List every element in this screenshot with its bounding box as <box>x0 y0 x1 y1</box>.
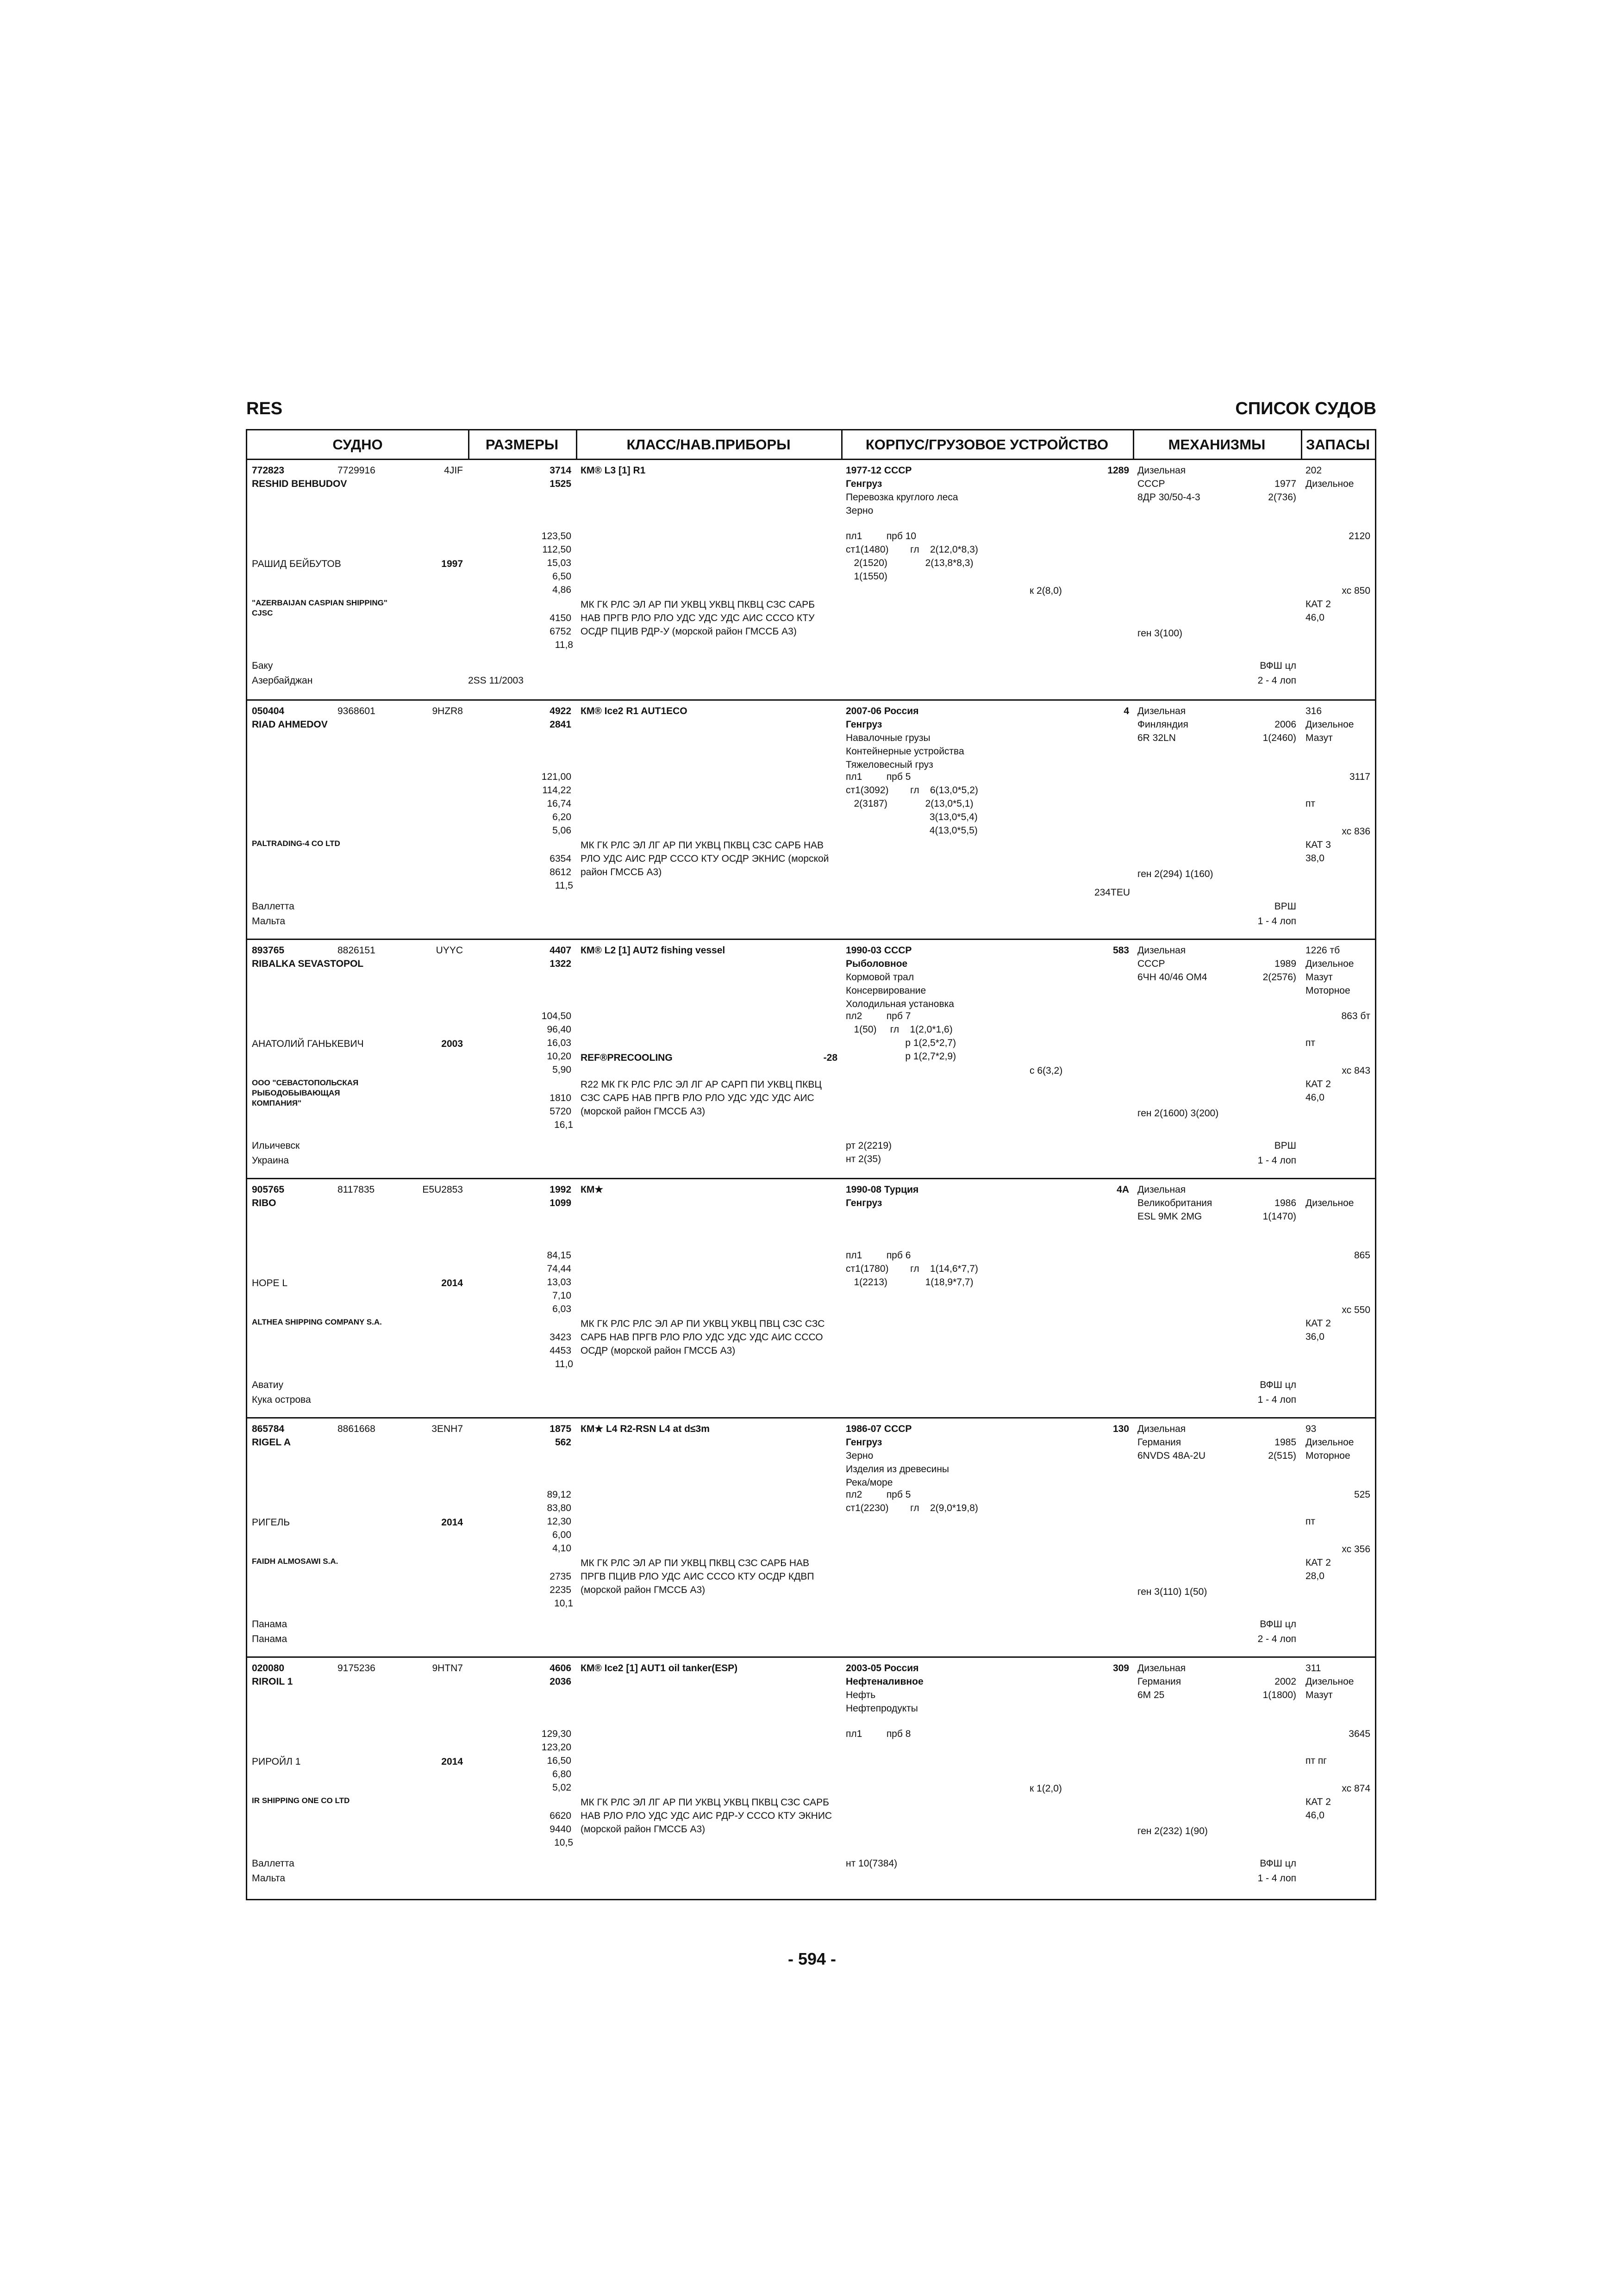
engine-year: 1977 <box>1274 479 1296 489</box>
weight-value: 4453 <box>550 1345 571 1356</box>
cargo-item: Холодильная установка <box>846 999 954 1009</box>
vessel-record <box>247 939 1375 1178</box>
header-right: СПИСОК СУДОВ <box>1235 399 1376 418</box>
nav-equipment: МК ГК РЛС ЭЛ ЛГ АР ПИ УКВЦ УКВЦ ПКВЦ СЗС САРБ НАВ РЛО РЛО УДС УДС АИС РДР-У СССО КТУ ЭКНИС (морской район ГМССБ А3) <box>581 1797 832 1835</box>
dimension-value: 5,90 <box>552 1064 571 1075</box>
dimension-value: 84,15 <box>547 1250 571 1261</box>
engine-year: 1989 <box>1274 958 1296 969</box>
engine-info: Германия <box>1137 1676 1181 1687</box>
dimension-value: 13,03 <box>547 1277 571 1288</box>
cargo-item: Кормовой трал <box>846 972 914 983</box>
vessel-flag: Азербайджан <box>252 675 313 686</box>
cranes: к 1(2,0) <box>1030 1783 1062 1794</box>
engine-info: СССР <box>1137 479 1165 489</box>
engine-info: Великобритания <box>1137 1198 1212 1208</box>
nav-equipment: МК ГК РЛС РЛС ЭЛ АР ПИ УКВЦ УКВЦ ПВЦ СЗС СЗС САРБ НАВ ПРГВ РЛО РЛО УДС УДС УДС АИС СССО ОСДР (морской район ГМССБ А3) <box>581 1319 825 1356</box>
stores-low: 46,0 <box>1305 1092 1324 1103</box>
dimension-value: 129,30 <box>541 1729 571 1739</box>
vessel-type: Генгруз <box>846 1198 882 1208</box>
stores-low: КАТ 3 <box>1305 840 1331 850</box>
hatch-line: 1(1550) <box>846 571 887 582</box>
engine-year: 1985 <box>1274 1437 1296 1448</box>
engine-info: ESL 9MK 2MG <box>1137 1211 1202 1222</box>
dimension-value: 10,20 <box>547 1051 571 1062</box>
cargo-item: Нефть <box>846 1690 876 1700</box>
stores-item: Дизельное <box>1305 958 1354 969</box>
vessel-reg-id: 772823 <box>252 465 285 476</box>
stores-low: КАТ 2 <box>1305 1318 1331 1329</box>
header-left: RES <box>246 399 283 418</box>
class-extra: REF®PRECOOLING <box>581 1052 673 1063</box>
vessel-port: Панама <box>252 1619 287 1630</box>
vessel-record <box>247 460 1375 699</box>
vessel-former-name: РИГЕЛЬ <box>252 1517 290 1528</box>
stores-low: КАТ 2 <box>1305 1079 1331 1089</box>
stores-mid: 525 <box>1354 1489 1370 1500</box>
engine-info: Дизельная <box>1137 706 1186 716</box>
vessel-flag: Украина <box>252 1155 289 1166</box>
vessel-imo: 7729916 <box>337 465 375 476</box>
hatch-line: 2(3187) 2(13,0*5,1) <box>846 798 974 809</box>
net-tonnage: 2841 <box>550 719 571 730</box>
dimension-value: 16,74 <box>547 798 571 809</box>
vessel-callsign: 9HTN7 <box>432 1663 463 1674</box>
dimension-value: 4,86 <box>552 585 571 595</box>
engine-info: 8ДР 30/50-4-3 <box>1137 492 1200 503</box>
vessel-callsign: 3ENH7 <box>431 1424 463 1434</box>
weight-value: 6354 <box>550 853 571 864</box>
engine-power: 2(515) <box>1268 1450 1296 1461</box>
vessel-record <box>247 1178 1375 1417</box>
dimension-value: 6,20 <box>552 812 571 822</box>
hull-number: 130 <box>1112 1424 1129 1434</box>
class-notation: КМ★ <box>581 1184 604 1195</box>
dimension-value: 89,12 <box>547 1489 571 1500</box>
vessel-former-name: РИРОЙЛ 1 <box>252 1756 301 1767</box>
nav-equipment: МК ГК РЛС ЭЛ АР ПИ УКВЦ УКВЦ ПКВЦ СЗС САРБ НАВ ПРГВ РЛО РЛО УДС УДС УДС АИС СССО КТУ ОСДР ПЦИВ РДР-У (морской район ГМССБ А3) <box>581 599 815 637</box>
vessel-survey: 2SS 11/2003 <box>468 675 524 686</box>
hatch-line: р 1(2,7*2,9) <box>846 1051 956 1062</box>
engine-info: 6NVDS 48A-2U <box>1137 1450 1206 1461</box>
hatch-line: 1(50) гл 1(2,0*1,6) <box>846 1024 953 1035</box>
hatch-line: р 1(2,5*2,7) <box>846 1038 956 1048</box>
stores-low: 46,0 <box>1305 1810 1324 1821</box>
stores-low: КАТ 2 <box>1305 599 1331 610</box>
hatch-line: ст1(1780) гл 1(14,6*7,7) <box>846 1263 978 1274</box>
vessel-flag: Мальта <box>252 1873 286 1884</box>
dimension-value: 16,50 <box>547 1755 571 1766</box>
engine-info: Германия <box>1137 1437 1181 1448</box>
gross-tonnage: 1992 <box>550 1184 571 1195</box>
vessel-port: Ильичевск <box>252 1140 300 1151</box>
vessel-callsign: UYYC <box>436 945 463 956</box>
vessel-name: RIROIL 1 <box>252 1676 293 1687</box>
build-info: 1977-12 СССР <box>846 465 912 476</box>
weight-value: 3423 <box>550 1332 571 1343</box>
engine-info: 6ЧН 40/46 ОМ4 <box>1137 972 1207 983</box>
propeller-blades: 2 - 4 лоп <box>1257 1634 1296 1644</box>
speed-value: 10,5 <box>554 1837 573 1848</box>
col-vessel: СУДНО <box>247 430 468 460</box>
vessel-owner: "AZERBAIJAN CASPIAN SHIPPING" CJSC <box>252 598 387 617</box>
propeller-blades: 1 - 4 лоп <box>1257 1155 1296 1166</box>
net-tonnage: 1525 <box>550 479 571 489</box>
col-stores: ЗАПАСЫ <box>1301 430 1375 460</box>
weight-value: 8612 <box>550 867 571 877</box>
hull-number: 4 <box>1124 706 1129 716</box>
vessel-former-name: АНАТОЛИЙ ГАНЬКЕВИЧ <box>252 1039 364 1049</box>
hull-extra: нт 10(7384) <box>846 1858 898 1869</box>
teu-capacity: 234TEU <box>1094 887 1130 898</box>
engine-info: 6R 32LN <box>1137 733 1176 743</box>
net-tonnage: 2036 <box>550 1676 571 1687</box>
hatch-line: 2(1520) 2(13,8*8,3) <box>846 558 974 568</box>
dimension-value: 6,80 <box>552 1769 571 1780</box>
speed-value: 11,8 <box>555 640 573 650</box>
generators: ген 2(1600) 3(200) <box>1137 1108 1219 1119</box>
generators: ген 3(110) 1(50) <box>1137 1587 1207 1597</box>
propeller: ВФШ цл <box>1260 1858 1296 1869</box>
engine-power: 2(736) <box>1268 492 1296 503</box>
engine-info: Дизельная <box>1137 1184 1186 1195</box>
engine-info: Дизельная <box>1137 1424 1186 1434</box>
speed-value: 11,5 <box>555 880 573 891</box>
dimension-value: 114,22 <box>542 785 571 796</box>
hatch-line: ст1(1480) гл 2(12,0*8,3) <box>846 544 978 555</box>
weight-value: 4150 <box>550 613 571 623</box>
vessel-reg-id: 865784 <box>252 1424 285 1434</box>
propeller-blades: 2 - 4 лоп <box>1257 675 1296 686</box>
stores-item: 202 <box>1305 465 1322 476</box>
vessel-name: RIBALKA SEVASTOPOL <box>252 958 364 969</box>
hull-number: 1289 <box>1107 465 1129 476</box>
engine-info: Дизельная <box>1137 465 1186 476</box>
build-info: 2003-05 Россия <box>846 1663 919 1674</box>
nav-equipment: МК ГК РЛС ЭЛ ЛГ АР ПИ УКВЦ ПКВЦ СЗС САРБ НАВ РЛО УДС АИС РДР СССО КТУ ОСДР ЭКНИС (морской район ГМССБ А3) <box>581 840 829 877</box>
build-info: 1986-07 СССР <box>846 1424 912 1434</box>
hull-number: 583 <box>1112 945 1129 956</box>
dimension-value: 5,02 <box>552 1782 571 1793</box>
hatch-line: ст1(3092) гл 6(13,0*5,2) <box>846 785 978 796</box>
dimension-value: 96,40 <box>547 1024 571 1035</box>
stores-item: Дизельное <box>1305 1198 1354 1208</box>
stores-mid: 2120 <box>1349 531 1370 541</box>
engine-year: 2006 <box>1274 719 1296 730</box>
stores-mid: 3645 <box>1349 1729 1370 1739</box>
vessel-rename-year: 2014 <box>441 1756 463 1767</box>
vessel-port: Валлетта <box>252 901 294 912</box>
dimension-value: 6,03 <box>552 1304 571 1314</box>
cargo-item: Тяжеловесный груз <box>846 759 933 770</box>
vessel-imo: 9368601 <box>337 706 375 716</box>
weight-value: 1810 <box>550 1093 571 1103</box>
vessel-rename-year: 2014 <box>441 1278 463 1288</box>
vessel-owner: PALTRADING-4 CO LTD <box>252 839 340 848</box>
generators: ген 2(294) 1(160) <box>1137 869 1213 879</box>
stores-low: хс 356 <box>1342 1544 1370 1555</box>
vessel-type: Нефтеналивное <box>846 1676 924 1687</box>
cargo-item: Зерно <box>846 1450 874 1461</box>
vessel-type: Рыболовное <box>846 958 908 969</box>
vessel-name: RIAD AHMEDOV <box>252 719 328 730</box>
nav-equipment: R22 МК ГК РЛС РЛС ЭЛ ЛГ АР САРП ПИ УКВЦ ПКВЦ СЗС САРБ НАВ ПРГВ РЛО РЛО УДС УДС УДС АИС (морской район ГМССБ А3) <box>581 1079 822 1117</box>
col-machinery: МЕХАНИЗМЫ <box>1133 430 1301 460</box>
hatch-line: 3(13,0*5,4) <box>846 812 978 822</box>
propeller-blades: 1 - 4 лоп <box>1257 916 1296 927</box>
cranes: к 2(8,0) <box>1030 585 1062 596</box>
vessel-rename-year: 2014 <box>441 1517 463 1528</box>
cargo-item: Перевозка круглого леса <box>846 492 958 503</box>
weight-value: 6752 <box>550 626 571 637</box>
vessel-callsign: E5U2853 <box>422 1184 463 1195</box>
stores-low: хс 836 <box>1342 826 1370 837</box>
stores-item: 316 <box>1305 706 1322 716</box>
stores-item: Дизельное <box>1305 1437 1354 1448</box>
dimension-value: 104,50 <box>541 1011 571 1021</box>
vessel-record <box>247 699 1375 939</box>
vessel-type: Генгруз <box>846 479 882 489</box>
vessel-type: Генгруз <box>846 719 882 730</box>
col-hull: КОРПУС/ГРУЗОВОЕ УСТРОЙСТВО <box>841 430 1133 460</box>
class-notation: КМ® L3 [1] R1 <box>581 465 646 476</box>
dimension-value: 7,10 <box>552 1290 571 1301</box>
hatch-line: 4(13,0*5,5) <box>846 825 978 836</box>
engine-info: Дизельная <box>1137 1663 1186 1674</box>
vessel-reg-id: 905765 <box>252 1184 285 1195</box>
dimension-value: 16,03 <box>547 1038 571 1048</box>
stores-mid: 3117 <box>1349 772 1370 782</box>
col-dimensions: РАЗМЕРЫ <box>468 430 576 460</box>
build-info: 1990-03 СССР <box>846 945 912 956</box>
gross-tonnage: 4407 <box>550 945 571 956</box>
dimension-value: 83,80 <box>547 1503 571 1513</box>
stores-item: Дизельное <box>1305 1676 1354 1687</box>
dimension-value: 6,50 <box>552 571 571 582</box>
engine-year: 2002 <box>1274 1676 1296 1687</box>
vessel-reg-id: 893765 <box>252 945 285 956</box>
vessel-flag: Кука острова <box>252 1394 311 1405</box>
class-notation: КМ★ L4 R2-RSN L4 at d≤3m <box>581 1424 710 1434</box>
gross-tonnage: 1875 <box>550 1424 571 1434</box>
weight-value: 2235 <box>550 1585 571 1595</box>
dimension-value: 15,03 <box>547 558 571 568</box>
engine-power: 1(1470) <box>1262 1211 1296 1222</box>
propeller: ВФШ цл <box>1260 1619 1296 1630</box>
speed-value: 11,0 <box>555 1359 573 1369</box>
stores-low: 46,0 <box>1305 612 1324 623</box>
stores-item: Дизельное <box>1305 719 1354 730</box>
propeller-blades: 1 - 4 лоп <box>1257 1394 1296 1405</box>
vessel-callsign: 9HZR8 <box>432 706 463 716</box>
vessel-owner: IR SHIPPING ONE CO LTD <box>252 1796 350 1805</box>
hatch-line: ст1(2230) гл 2(9,0*19,8) <box>846 1503 978 1513</box>
generators: ген 2(232) 1(90) <box>1137 1826 1208 1836</box>
stores-mid: 865 <box>1354 1250 1370 1261</box>
engine-power: 2(2576) <box>1262 972 1296 983</box>
vessel-port: Баку <box>252 660 273 671</box>
stores-low: хс 550 <box>1342 1305 1370 1315</box>
engine-info: Дизельная <box>1137 945 1186 956</box>
build-info: 1990-08 Турция <box>846 1184 919 1195</box>
gross-tonnage: 4922 <box>550 706 571 716</box>
stores-item: 311 <box>1305 1663 1321 1674</box>
nav-equipment: МК ГК РЛС ЭЛ АР ПИ УКВЦ ПКВЦ СЗС САРБ НАВ ПРГВ ПЦИВ РЛО УДС АИС СССО КТУ ОСДР КДВП (морской район ГМССБ А3) <box>581 1558 814 1595</box>
engine-power: 1(1800) <box>1262 1690 1296 1700</box>
hatch-line: пл2 прб 5 <box>846 1489 911 1500</box>
stores-low: 38,0 <box>1305 853 1324 864</box>
vessel-name: RESHID BEHBUDOV <box>252 479 347 489</box>
stores-mid: пт пг <box>1305 1755 1327 1766</box>
vessel-owner: ООО "СЕВАСТОПОЛЬСКАЯ РЫБОДОБЫВАЮЩАЯ КОМПАНИЯ" <box>252 1078 359 1108</box>
net-tonnage: 1322 <box>550 958 571 969</box>
dimension-value: 112,50 <box>542 544 571 555</box>
stores-mid: 863 бт <box>1341 1011 1370 1021</box>
vessel-imo: 9175236 <box>337 1663 375 1674</box>
engine-info: 6M 25 <box>1137 1690 1165 1700</box>
stores-mid: пт <box>1305 798 1315 809</box>
vessel-name: RIBO <box>252 1198 276 1208</box>
stores-item: Дизельное <box>1305 479 1354 489</box>
stores-low: хс 850 <box>1342 585 1370 596</box>
stores-item: 1226 тб <box>1305 945 1340 956</box>
stores-item: Мазут <box>1305 972 1333 983</box>
vessel-record <box>247 1417 1375 1656</box>
weight-value: 5720 <box>550 1106 571 1117</box>
vessel-reg-id: 050404 <box>252 706 285 716</box>
hatch-line: пл2 прб 7 <box>846 1011 911 1021</box>
hatch-line: пл1 прб 8 <box>846 1729 911 1739</box>
net-tonnage: 1099 <box>550 1198 571 1208</box>
hull-extra: нт 2(35) <box>846 1154 881 1164</box>
propeller-blades: 1 - 4 лоп <box>1257 1873 1296 1884</box>
propeller: ВРШ <box>1274 901 1296 912</box>
gross-tonnage: 4606 <box>550 1663 571 1674</box>
propeller: ВФШ цл <box>1260 1380 1296 1390</box>
speed-value: 16,1 <box>554 1120 573 1130</box>
vessel-imo: 8117835 <box>337 1184 375 1195</box>
cargo-item: Нефтепродукты <box>846 1703 918 1714</box>
stores-item: Мазут <box>1305 1690 1333 1700</box>
dimension-value: 6,00 <box>552 1530 571 1540</box>
stores-mid: пт <box>1305 1038 1315 1048</box>
dimension-value: 12,30 <box>547 1516 571 1527</box>
engine-year: 1986 <box>1274 1198 1296 1208</box>
engine-power: 1(2460) <box>1262 733 1296 743</box>
stores-item: Моторное <box>1305 985 1350 996</box>
weight-value: 9440 <box>550 1824 571 1835</box>
vessel-type: Генгруз <box>846 1437 882 1448</box>
vessel-callsign: 4JIF <box>444 465 463 476</box>
speed-value: 10,1 <box>554 1598 573 1609</box>
vessel-imo: 8861668 <box>337 1424 375 1434</box>
vessel-owner: FAIDH ALMOSAWI S.A. <box>252 1557 338 1566</box>
vessel-owner: ALTHEA SHIPPING COMPANY S.A. <box>252 1318 382 1326</box>
cargo-item: Зерно <box>846 505 874 516</box>
propeller: ВФШ цл <box>1260 660 1296 671</box>
hatch-line: 1(2213) 1(18,9*7,7) <box>846 1277 974 1288</box>
class-notation: КМ® Ice2 R1 AUT1ECO <box>581 706 687 716</box>
vessel-former-name: HOPE L <box>252 1278 288 1288</box>
hull-number: 4A <box>1117 1184 1129 1195</box>
class-extra-value: -28 <box>823 1052 837 1063</box>
vessel-former-name: РАШИД БЕЙБУТОВ <box>252 559 341 569</box>
engine-info: Финляндия <box>1137 719 1188 730</box>
hull-number: 309 <box>1112 1663 1129 1674</box>
vessel-reg-id: 020080 <box>252 1663 285 1674</box>
stores-low: КАТ 2 <box>1305 1797 1331 1807</box>
stores-item: Моторное <box>1305 1450 1350 1461</box>
cargo-item: Контейнерные устройства <box>846 746 964 757</box>
hatch-line: пл1 прб 6 <box>846 1250 911 1261</box>
cargo-item: Навалочные грузы <box>846 733 931 743</box>
vessel-name: RIGEL A <box>252 1437 291 1448</box>
weight-value: 6620 <box>550 1811 571 1821</box>
engine-info: СССР <box>1137 958 1165 969</box>
vessel-record <box>247 1656 1375 1896</box>
vessel-imo: 8826151 <box>337 945 375 956</box>
build-info: 2007-06 Россия <box>846 706 919 716</box>
dimension-value: 123,50 <box>541 531 571 541</box>
dimension-value: 4,10 <box>552 1543 571 1554</box>
vessel-rename-year: 2003 <box>441 1039 463 1049</box>
propeller: ВРШ <box>1274 1140 1296 1151</box>
dimension-value: 5,06 <box>552 825 571 836</box>
stores-mid: пт <box>1305 1516 1315 1527</box>
hatch-line: пл1 прб 5 <box>846 772 911 782</box>
stores-low: хс 843 <box>1342 1065 1370 1076</box>
cargo-item: Река/море <box>846 1477 893 1488</box>
cargo-item: Консервирование <box>846 985 926 996</box>
vessel-flag: Мальта <box>252 916 286 927</box>
gross-tonnage: 3714 <box>550 465 571 476</box>
stores-low: 36,0 <box>1305 1332 1324 1342</box>
cranes: с 6(3,2) <box>1030 1065 1063 1076</box>
vessel-port: Валлетта <box>252 1858 294 1869</box>
col-class: КЛАСС/НАВ.ПРИБОРЫ <box>576 430 841 460</box>
generators: ген 3(100) <box>1137 628 1183 639</box>
dimension-value: 121,00 <box>541 772 571 782</box>
vessel-port: Аватиу <box>252 1380 283 1390</box>
page-number: - 594 - <box>787 1949 837 1968</box>
stores-low: 28,0 <box>1305 1571 1324 1581</box>
stores-low: КАТ 2 <box>1305 1557 1331 1568</box>
stores-low: хс 874 <box>1342 1783 1370 1794</box>
ships-table <box>246 429 1376 1900</box>
dimension-value: 123,20 <box>541 1742 571 1753</box>
weight-value: 2735 <box>550 1571 571 1582</box>
class-notation: КМ® Ice2 [1] AUT1 oil tanker(ESP) <box>581 1663 738 1674</box>
hull-extra: рт 2(2219) <box>846 1140 892 1151</box>
vessel-rename-year: 1997 <box>441 559 463 569</box>
class-notation: КМ® L2 [1] AUT2 fishing vessel <box>581 945 725 956</box>
cargo-item: Изделия из древесины <box>846 1464 949 1475</box>
hatch-line: пл1 прб 10 <box>846 531 917 541</box>
stores-item: 93 <box>1305 1424 1317 1434</box>
vessel-flag: Панама <box>252 1634 287 1644</box>
dimension-value: 74,44 <box>547 1263 571 1274</box>
stores-item: Мазут <box>1305 733 1333 743</box>
net-tonnage: 562 <box>555 1437 571 1448</box>
